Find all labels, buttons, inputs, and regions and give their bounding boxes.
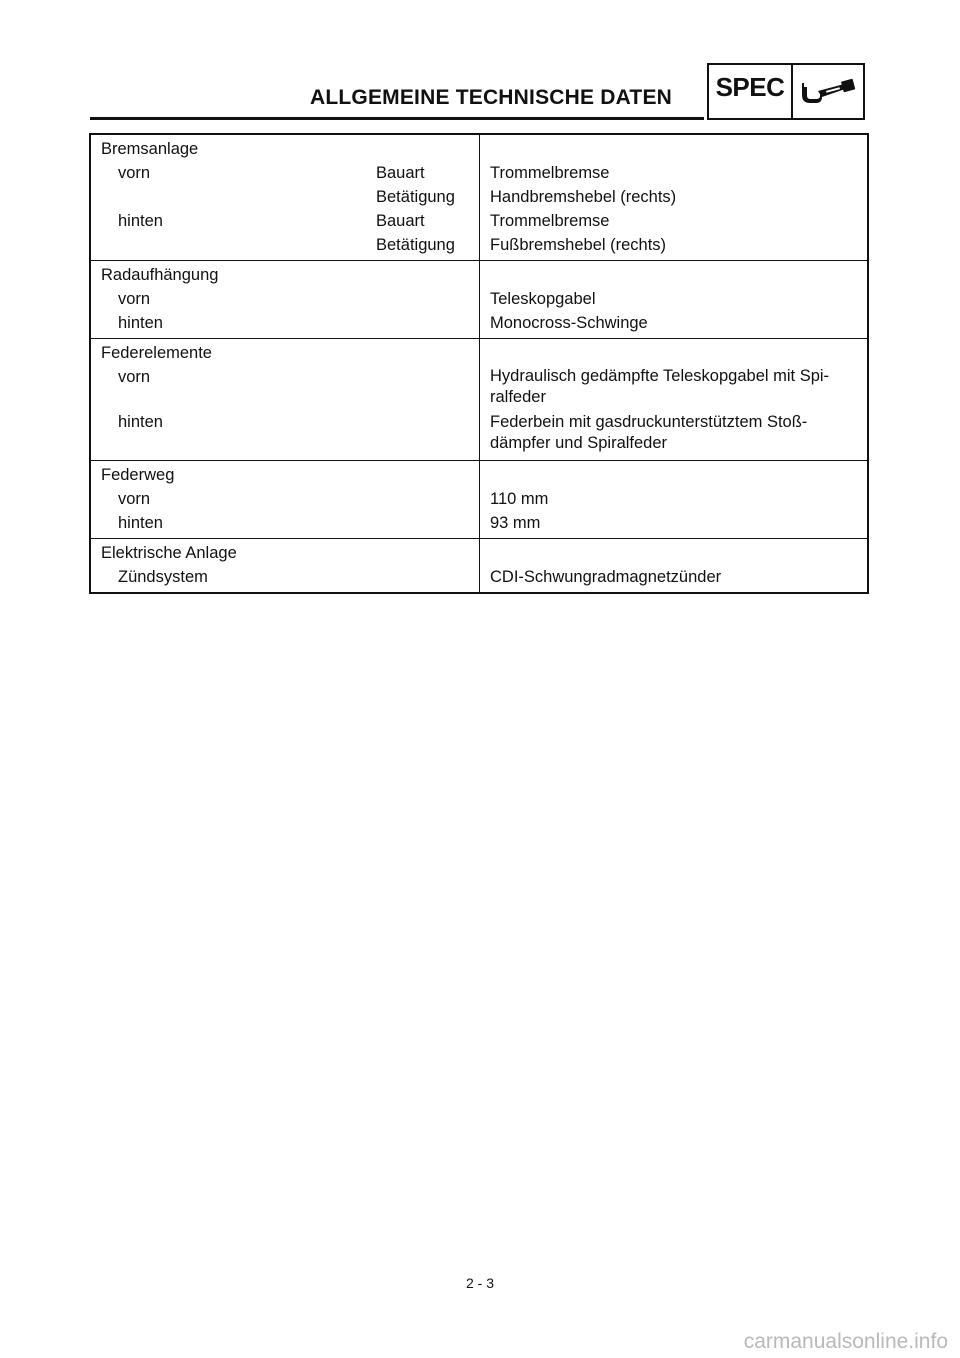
spec-row-attribute: Bauart xyxy=(376,212,425,230)
spec-heading-spacer xyxy=(480,263,867,287)
spec-row-attribute: Betätigung xyxy=(376,236,455,254)
spec-row-sub: hinten xyxy=(118,514,163,532)
spec-row-sub: hinten xyxy=(118,314,163,332)
spec-row-value: Handbremshebel (rechts) xyxy=(490,188,677,206)
spec-row-sub: hinten xyxy=(118,212,163,230)
spec-row-label xyxy=(91,410,479,455)
page-title: ALLGEMEINE TECHNISCHE DATEN xyxy=(310,86,673,109)
spec-row-label xyxy=(91,511,479,535)
spec-group-heading: Federweg xyxy=(101,466,175,484)
spec-heading-spacer xyxy=(480,541,867,565)
spec-group-labels xyxy=(91,135,480,260)
spec-row-value: Trommelbremse xyxy=(490,212,610,230)
spec-row-label xyxy=(91,565,479,589)
spec-row-value: 93 mm xyxy=(490,514,541,532)
spec-row-label xyxy=(91,487,479,511)
spec-row-label xyxy=(91,161,479,185)
spec-label: SPEC xyxy=(709,65,793,118)
spec-group-labels xyxy=(91,339,480,460)
spec-group xyxy=(91,539,867,592)
spec-group xyxy=(91,339,867,461)
spec-row-sub: Zündsystem xyxy=(118,568,208,586)
spec-group-labels xyxy=(91,539,480,592)
spec-row-sub: vorn xyxy=(118,290,151,308)
spec-group-values xyxy=(480,461,867,538)
spec-group-heading: Bremsanlage xyxy=(101,140,199,158)
spec-row-value: Fußbremshebel (rechts) xyxy=(490,236,667,254)
spec-heading-spacer xyxy=(480,341,867,365)
spec-group-heading: Elektrische Anlage xyxy=(101,544,237,562)
spec-group-labels xyxy=(91,261,480,338)
spec-group-values xyxy=(480,539,867,592)
spec-group-heading: Federelemente xyxy=(101,344,212,362)
spec-row-label xyxy=(91,209,479,233)
spec-group xyxy=(91,135,867,261)
spec-row-label xyxy=(91,233,479,257)
spec-row-attribute: Betätigung xyxy=(376,188,455,206)
page-number: 2 - 3 xyxy=(465,1275,494,1291)
spec-group-labels xyxy=(91,461,480,538)
spec-row-label xyxy=(91,365,479,410)
spec-row-sub: vorn xyxy=(118,368,151,386)
spec-group-heading: Radaufhängung xyxy=(101,266,219,284)
spec-heading-spacer xyxy=(480,463,867,487)
spec-row-value: 110 mm xyxy=(490,490,549,508)
spec-group-values xyxy=(480,135,867,260)
spec-group-values xyxy=(480,339,867,460)
spec-table xyxy=(89,133,869,594)
spec-row-sub: vorn xyxy=(118,490,151,508)
spec-row-value: Federbein mit gasdruckunterstütztem Stoß-dämpfer und Spiralfeder xyxy=(490,413,808,452)
spec-group-values xyxy=(480,261,867,338)
spec-heading-spacer xyxy=(480,137,867,161)
spec-row-sub: hinten xyxy=(118,413,163,431)
watermark: carmanualsonline.info xyxy=(743,1330,948,1353)
spec-row-value: Teleskopgabel xyxy=(490,290,596,308)
spec-row-sub: vorn xyxy=(118,164,151,182)
spec-row-value: Hydraulisch gedämpfte Teleskopgabel mit Spi-ralfeder xyxy=(490,367,830,406)
spec-row-value: Monocross-Schwinge xyxy=(490,314,648,332)
spec-row-label xyxy=(91,185,479,209)
spec-group xyxy=(91,261,867,339)
spec-row-value: Trommelbremse xyxy=(490,164,610,182)
wrench-icon xyxy=(793,65,863,118)
spec-row-label xyxy=(91,311,479,335)
spec-row-value: CDI-Schwungradmagnetzünder xyxy=(490,568,722,586)
spec-section-badge xyxy=(707,63,865,120)
spec-row-attribute: Bauart xyxy=(376,164,425,182)
header-rule xyxy=(90,117,704,120)
spec-row-label xyxy=(91,287,479,311)
spec-group xyxy=(91,461,867,539)
